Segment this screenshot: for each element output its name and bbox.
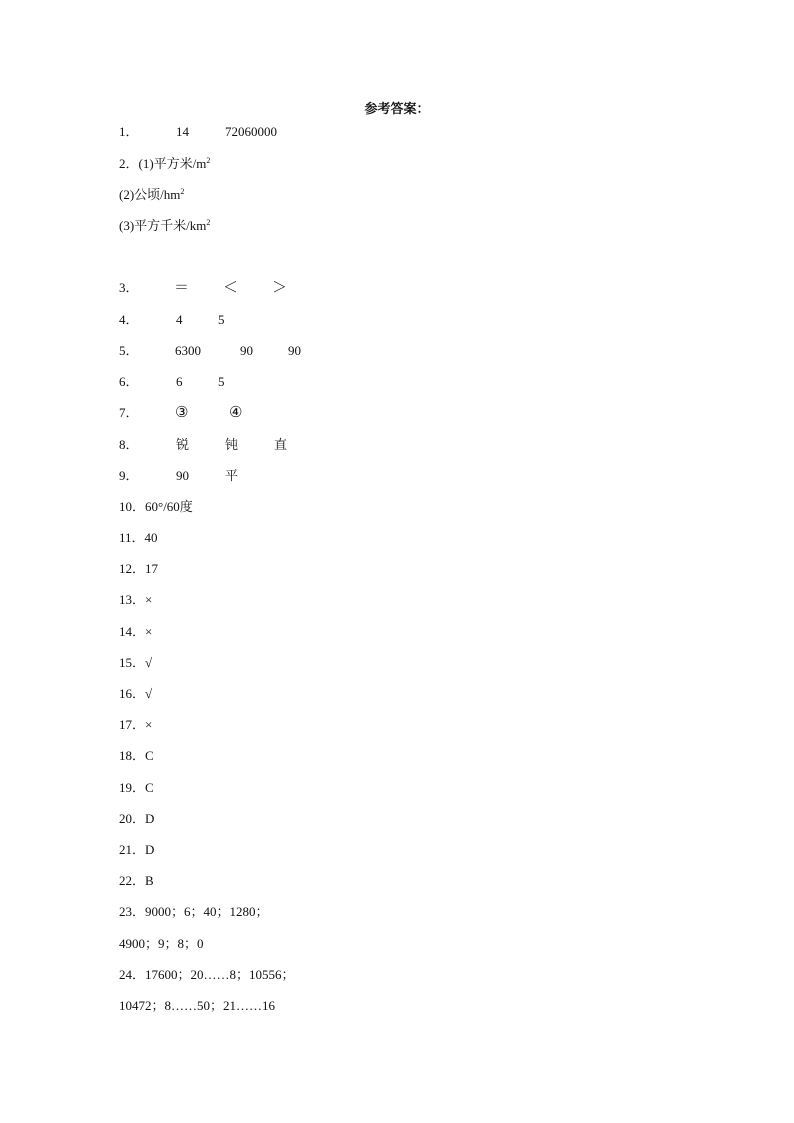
answer-1-b: 72060000 bbox=[225, 124, 277, 139]
answer-17: 17．× bbox=[119, 717, 153, 732]
answer-8-b: 钝 bbox=[225, 437, 239, 452]
answer-15: 15．√ bbox=[119, 655, 153, 670]
answer-3-number: 3． bbox=[119, 280, 139, 295]
answer-8-c: 直 bbox=[274, 437, 288, 452]
answer-8-a: 锐 bbox=[176, 437, 190, 452]
answer-2-line-3 bbox=[119, 217, 210, 235]
answer-18: 18．C bbox=[119, 748, 154, 763]
answer-3-c: ＞ bbox=[272, 280, 288, 296]
answer-6-a: 6 bbox=[176, 374, 183, 389]
answer-12: 12．17 bbox=[119, 561, 159, 576]
answer-3-b: ＜ bbox=[223, 280, 239, 296]
answer-24-line-2: 10472；8……50；21……16 bbox=[119, 998, 276, 1013]
answer-21: 21．D bbox=[119, 842, 155, 857]
answer-4-b: 5 bbox=[218, 312, 225, 327]
answer-16: 16．√ bbox=[119, 686, 153, 701]
answer-1-a: 14 bbox=[176, 124, 189, 139]
answer-3-a: ＝ bbox=[174, 280, 190, 296]
answer-2-text-3: (3)平方千米/km bbox=[119, 218, 207, 233]
answer-19: 19．C bbox=[119, 780, 154, 795]
answer-24-line-1: 24．17600；20……8；10556； bbox=[119, 967, 295, 982]
answer-2-line-2 bbox=[119, 186, 184, 204]
answer-8-number: 8． bbox=[119, 437, 139, 452]
answer-2-text-1: 2．(1)平方米/m bbox=[119, 156, 207, 171]
answer-7-b: ④ bbox=[229, 405, 243, 421]
answer-13: 13．× bbox=[119, 592, 153, 607]
answer-2-sup-2: 2 bbox=[180, 187, 185, 196]
answer-23-line-1: 23．9000；6；40；1280； bbox=[119, 904, 269, 919]
answer-6-b: 5 bbox=[218, 374, 225, 389]
answer-9-number: 9． bbox=[119, 468, 139, 483]
answer-4-number: 4． bbox=[119, 312, 139, 327]
answer-1-number: 1． bbox=[119, 124, 139, 139]
answer-6-number: 6． bbox=[119, 374, 139, 389]
answer-22: 22．B bbox=[119, 873, 154, 888]
page-title: 参考答案： bbox=[364, 101, 430, 116]
answer-2-line-1 bbox=[119, 155, 210, 173]
answer-7-number: 7． bbox=[119, 405, 139, 420]
answer-23-line-2: 4900；9；8；0 bbox=[119, 936, 204, 951]
answer-20: 20．D bbox=[119, 811, 155, 826]
answer-5-a: 6300 bbox=[175, 343, 201, 358]
answer-5-b: 90 bbox=[240, 343, 253, 358]
answer-9-a: 90 bbox=[176, 468, 189, 483]
answer-5-number: 5． bbox=[119, 343, 139, 358]
answer-2-sup-3: 2 bbox=[206, 218, 211, 227]
answer-10: 10．60°/60度 bbox=[119, 499, 193, 514]
answer-2-text-2: (2)公顷/hm bbox=[119, 187, 181, 202]
answer-4-a: 4 bbox=[176, 312, 183, 327]
answer-2-sup-1: 2 bbox=[206, 156, 211, 165]
answer-14: 14．× bbox=[119, 624, 153, 639]
answer-7-a: ③ bbox=[175, 405, 189, 421]
answer-11: 11．40 bbox=[119, 530, 158, 545]
answer-9-b: 平 bbox=[225, 468, 239, 483]
answer-5-c: 90 bbox=[288, 343, 301, 358]
